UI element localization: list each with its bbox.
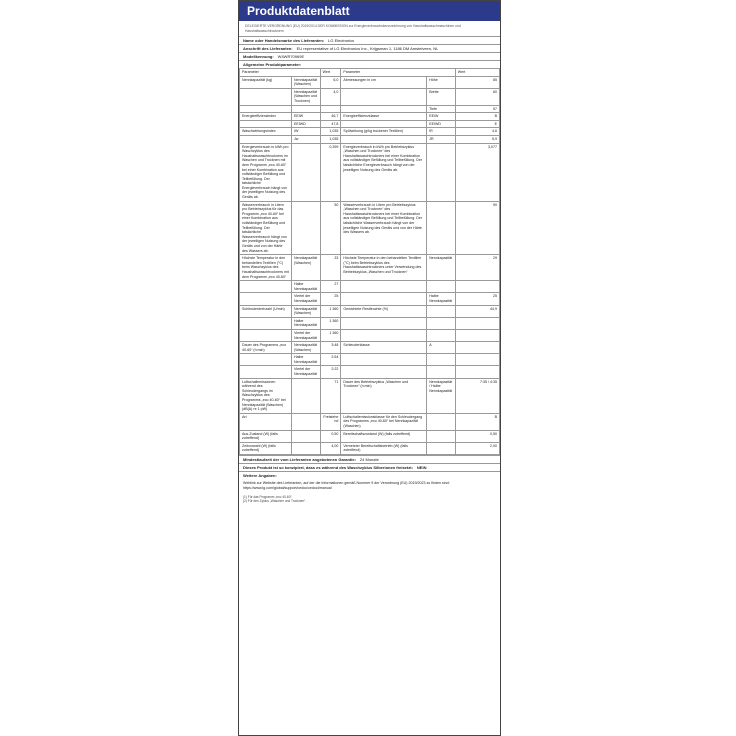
value-cell: 85	[455, 76, 499, 88]
value-cell: 0,399	[320, 143, 341, 201]
subparam-cell: Nennkapazität	[427, 255, 456, 281]
supplier-name-value: LG Electronics	[328, 38, 355, 43]
subparam-cell: Nennkapazität / Halbe Nennkapazität	[427, 378, 456, 413]
value-cell: 25	[320, 293, 341, 305]
param-cell: Vernetzter Bereitschaftsbetrieb (W) (falls zutreffend)	[341, 442, 427, 454]
subparam-cell: Nennkapazität (Waschen)	[292, 76, 321, 88]
further-info-label: Weitere Angaben:	[243, 472, 277, 478]
subparam-cell: Tiefe	[427, 105, 456, 113]
param-cell: Energieverbrauch in kWh pro Betriebszyklus „Waschen und Trocknen“ des Haushaltswaschtrockners bei einer Kombination aus vollständiger Befüllung und Teilbefüllung. Der tatsächliche Energieverbrauch hängt von der jeweiligen Nutzung des Geräts ab.	[341, 143, 427, 201]
value-cell: 71	[320, 378, 341, 413]
value-cell: 0,50	[320, 430, 341, 442]
value-cell: 47,8	[320, 120, 341, 128]
value-cell: 4,6	[455, 128, 499, 136]
subparam-cell	[292, 442, 321, 454]
subparam-cell: Viertel der Nennkapazität	[292, 293, 321, 305]
subparam-cell: Halbe Nennkapazität	[292, 317, 321, 329]
subparam-cell: Halbe Nennkapazität	[427, 293, 456, 305]
value-cell: 44,9	[455, 305, 499, 317]
param-cell	[240, 120, 292, 128]
subparam-cell: Nennkapazität (Waschen)	[292, 255, 321, 281]
subparam-cell: Halbe Nennkapazität	[292, 354, 321, 366]
table-row	[240, 120, 500, 128]
param-cell: Art	[240, 413, 292, 430]
param-cell	[240, 329, 292, 341]
value-cell: 0,50	[455, 430, 499, 442]
supplier-address-value: EU representative of LG Electronics Inc., Krijgsman 1, 1186 DM Amstelveen, NL	[296, 46, 439, 51]
table-row	[240, 366, 500, 378]
param-cell: Schleuderklasse	[341, 342, 427, 354]
subparam-cell: Viertel der Nennkapazität	[292, 366, 321, 378]
value-cell	[320, 105, 341, 113]
subparam-cell	[427, 143, 456, 201]
footnote: (1) Für das Programm „eco 40-60“.	[243, 494, 293, 499]
param-cell	[240, 293, 292, 305]
subparam-cell	[427, 442, 456, 454]
parameter-table	[239, 68, 500, 455]
subparam-cell: Jw	[292, 135, 321, 143]
value-cell: 7:35 / 4:35	[455, 378, 499, 413]
page-title: Produktdatenblatt	[247, 4, 350, 18]
param-cell: Nennkapazität (kg)	[240, 76, 292, 88]
param-cell	[341, 354, 427, 366]
subparam-cell	[292, 413, 321, 430]
value-cell: 6,0	[320, 76, 341, 88]
value-cell	[455, 366, 499, 378]
table-row	[240, 413, 500, 430]
subparam-cell	[427, 329, 456, 341]
value-cell: 29	[455, 255, 499, 281]
subparam-cell: EEIW	[427, 113, 456, 121]
param-cell	[341, 293, 427, 305]
table-body	[240, 76, 500, 454]
column-header: Parameter	[341, 69, 455, 77]
subparam-cell: Nennkapazität (Waschen)	[292, 305, 321, 317]
silver-ion-value: NEIN	[416, 464, 427, 470]
value-cell: 27	[320, 281, 341, 293]
param-cell: Luftschallemissionsklasse für den Schleudergang des Programms „eco 40-60“ bei Nennkapazität (Waschen)	[341, 413, 427, 430]
guarantee-value: 24 Monate	[359, 456, 379, 462]
subparam-cell	[292, 105, 321, 113]
further-info-text: Weblink zur Website des Lieferanten, auf der die Informationen gemäß Nummer 9 der Verordnung (EU) 2019/2023 zu finden sind: https://www.lg.com/global/support/cedoc/cedoc#manual	[243, 480, 450, 490]
value-cell: 2:54	[320, 354, 341, 366]
value-cell: 3:48	[320, 342, 341, 354]
param-cell: Bereitschaftszustand (W) (falls zutreffend)	[341, 430, 427, 442]
subparam-cell: EEIWD	[427, 120, 456, 128]
footnote: (2) Für den Zyklus „Waschen und Trocknen“.	[243, 498, 307, 503]
subparam-cell	[427, 366, 456, 378]
param-cell	[240, 317, 292, 329]
param-cell: Energieverbrauch in kWh pro Waschzyklus des Haushaltswaschtrockners im Waschen und Trocknen mit dem Programm „eco 40-60“ bei einer Kombination aus vollständiger Befüllung und Teilbefüllung. Der tatsächliche Energieverbrauch hängt von der jeweiligen Nutzung des Geräts ab.	[240, 143, 292, 201]
param-cell: Luftschallemissionen während des Schleudergangs im Waschzyklus des Programms „eco 40-60“ bei Nennkapazität (Waschen) (dB(A) re 1 pW)	[240, 378, 292, 413]
subparam-cell	[427, 354, 456, 366]
param-cell	[240, 88, 292, 105]
subparam-cell: EEIW	[292, 113, 321, 121]
general-params-row	[239, 60, 500, 68]
subparam-cell: Nennkapazität (Waschen und Trocknen)	[292, 88, 321, 105]
param-cell: Dauer des Betriebszyklus „Waschen und Trocknen“ (h:min)	[341, 378, 427, 413]
subparam-cell	[427, 201, 456, 255]
value-cell: 1,035	[320, 128, 341, 136]
value-cell: 25	[455, 293, 499, 305]
table-row	[240, 255, 500, 281]
table-row	[240, 354, 500, 366]
param-cell: Höchste Temperatur in den behandelten Textilien (°C) beim Waschzyklus des Haushaltswaschtrockners mit dem Programm „eco 40-60“	[240, 255, 292, 281]
param-cell	[341, 135, 427, 143]
value-cell: 50	[320, 201, 341, 255]
datasheet	[238, 0, 501, 736]
value-cell: 1,035	[320, 135, 341, 143]
footnotes	[239, 493, 500, 505]
value-cell: 60	[455, 88, 499, 105]
param-cell: Aus-Zustand (W) (falls zutreffend)	[240, 430, 292, 442]
table-row	[240, 430, 500, 442]
value-cell: 4,0	[320, 88, 341, 105]
param-cell: Energieeffizienzindex	[240, 113, 292, 121]
value-cell: E	[455, 120, 499, 128]
param-cell: Gewichtete Restfeuchte (%)	[341, 305, 427, 317]
param-cell	[341, 317, 427, 329]
value-cell: B	[455, 413, 499, 430]
table-row	[240, 281, 500, 293]
column-header: Parameter	[240, 69, 321, 77]
value-cell: 1 360	[320, 329, 341, 341]
param-cell: Dauer des Programms „eco 40-60“ (h:min)	[240, 342, 292, 354]
subparam-cell: Nennkapazität (Waschen)	[292, 342, 321, 354]
value-cell	[455, 317, 499, 329]
value-cell: 2:22	[320, 366, 341, 378]
supplier-name-label: Name oder Handelsmarke des Lieferanten:	[243, 38, 325, 43]
param-cell: Spülwirkung (g/kg trockener Textilien)	[341, 128, 427, 136]
column-header: Wert	[320, 69, 341, 77]
table-row	[240, 105, 500, 113]
subparam-cell: EEIWD	[292, 120, 321, 128]
param-cell	[341, 329, 427, 341]
subparam-cell	[292, 378, 321, 413]
value-cell	[455, 354, 499, 366]
value-cell: 2,00	[455, 442, 499, 454]
table-row	[240, 143, 500, 201]
subparam-cell: A	[427, 342, 456, 354]
value-cell	[455, 281, 499, 293]
regulation-subtitle: DELEGIERTE VERORDNUNG (EU) 2019/2014 DER KOMMISSION zur Energieverbrauchskennzeichnung von Haushaltswaschmaschinen und Haushaltswaschtrocknern	[245, 24, 461, 33]
subparam-cell	[292, 201, 321, 255]
value-cell: 46,7	[320, 113, 341, 121]
further-info-row	[239, 471, 500, 479]
subparam-cell	[427, 305, 456, 317]
param-cell	[240, 135, 292, 143]
column-header: Wert	[455, 69, 499, 77]
subparam-cell: Halbe Nennkapazität	[292, 281, 321, 293]
table-header-row	[240, 69, 500, 77]
subparam-cell: Breite	[427, 88, 456, 105]
value-cell: 57	[455, 105, 499, 113]
param-cell: Höchste Temperatur in den behandelten Textilien (°C) beim Betriebszyklus des Haushaltswaschtrockners unter Verwendung des Betriebszyklus „Waschen und Trocknen“	[341, 255, 427, 281]
value-cell: 1 360	[320, 317, 341, 329]
param-cell	[240, 105, 292, 113]
subparam-cell	[292, 143, 321, 201]
table-row	[240, 293, 500, 305]
model-label: Modellkennung:	[243, 54, 274, 59]
guarantee-row	[239, 455, 500, 463]
value-cell: 3,077	[455, 143, 499, 201]
param-cell: Energieeffizienzklasse	[341, 113, 427, 121]
table-row	[240, 342, 500, 354]
silver-ion-row	[239, 463, 500, 471]
value-cell: 33	[320, 255, 341, 281]
value-cell	[455, 342, 499, 354]
param-cell: Wasserverbrauch in Litern pro Betriebszyklus „Waschen und Trocknen“ des Haushaltswaschtrockners bei einer Kombination aus vollständiger Befüllung und Teilbefüllung. Der tatsächliche Wasserverbrauch hängt von der jeweiligen Nutzung des Geräts und von der Härte des Wassers ab.	[341, 201, 427, 255]
param-cell	[240, 366, 292, 378]
subparam-cell: JR	[427, 135, 456, 143]
subparam-cell	[427, 281, 456, 293]
param-cell: Waschwirkungsindex	[240, 128, 292, 136]
table-row	[240, 305, 500, 317]
table-row	[240, 201, 500, 255]
subparam-cell	[427, 317, 456, 329]
datasheet-header	[239, 1, 500, 21]
model-row	[239, 52, 500, 60]
param-cell	[341, 120, 427, 128]
value-cell	[455, 329, 499, 341]
subparam-cell	[427, 430, 456, 442]
table-row	[240, 128, 500, 136]
table-row	[240, 317, 500, 329]
param-cell	[341, 105, 427, 113]
table-row	[240, 88, 500, 105]
table-row	[240, 378, 500, 413]
value-cell: 5,9	[455, 135, 499, 143]
model-value: W4WR70969E	[277, 54, 305, 59]
param-cell: Zeitvorwahl (W) (falls zutreffend)	[240, 442, 292, 454]
value-cell: 4,00	[320, 442, 341, 454]
param-cell: Abmessungen in cm	[341, 76, 427, 88]
table-row	[240, 113, 500, 121]
subparam-cell: IW	[292, 128, 321, 136]
param-cell	[240, 354, 292, 366]
general-params-label: Allgemeine Produktparameter:	[243, 62, 302, 67]
param-cell	[240, 281, 292, 293]
param-cell	[341, 88, 427, 105]
supplier-address-label: Anschrift des Lieferanten:	[243, 46, 293, 51]
param-cell	[341, 366, 427, 378]
table-row	[240, 135, 500, 143]
subparam-cell: Viertel der Nennkapazität	[292, 329, 321, 341]
param-cell	[341, 281, 427, 293]
supplier-name-row	[239, 36, 500, 44]
value-cell: Freistehend	[320, 413, 341, 430]
value-cell: 1 360	[320, 305, 341, 317]
table-row	[240, 442, 500, 454]
subparam-cell: Höhe	[427, 76, 456, 88]
value-cell: 90	[455, 201, 499, 255]
table-row	[240, 76, 500, 88]
supplier-address-row	[239, 44, 500, 52]
subparam-cell	[292, 430, 321, 442]
table-row	[240, 329, 500, 341]
param-cell: Wasserverbrauch in Litern pro Betriebszyklus für das Programm „eco 40-60“ bei einer Kombination aus vollständiger Befüllung und Teilbefüllung. Der tatsächliche Wasserverbrauch hängt von der jeweiligen Nutzung des Geräts und von der Härte des Wassers ab.	[240, 201, 292, 255]
guarantee-label: Mindestlaufzeit der vom Lieferanten angebotenen Garantie:	[243, 456, 356, 462]
param-cell: Schleuderdrehzahl (U/min)	[240, 305, 292, 317]
subparam-cell	[427, 413, 456, 430]
value-cell: B	[455, 113, 499, 121]
subparam-cell: IR	[427, 128, 456, 136]
silver-ion-label: Dieses Produkt ist so konzipiert, dass es während des Waschzyklus Silberionen freisetzt:	[243, 464, 413, 470]
